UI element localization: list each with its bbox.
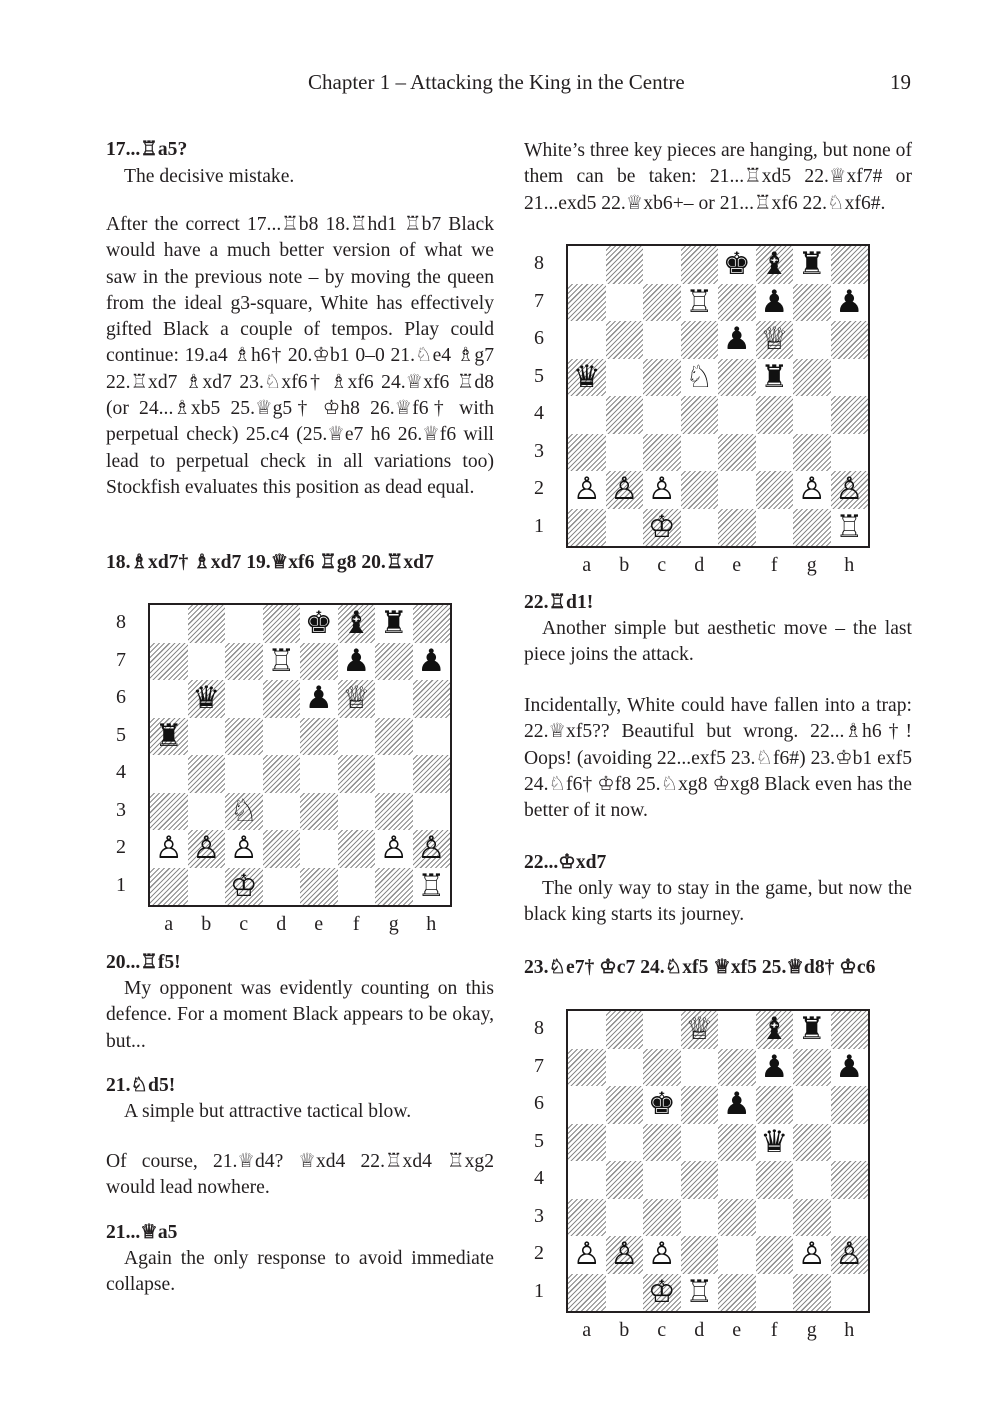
light-square — [300, 755, 338, 793]
light-square — [225, 755, 263, 793]
rank-label: 3 — [116, 798, 126, 821]
black-bishop-icon: ♝ — [760, 1011, 789, 1047]
black-rook-icon: ♜ — [154, 717, 183, 754]
light-square — [681, 1124, 719, 1162]
dark-square — [263, 755, 301, 793]
dark-square — [150, 643, 188, 681]
dark-square — [568, 1199, 606, 1237]
white-king-icon: ♔ — [647, 508, 676, 545]
file-label: e — [732, 554, 742, 576]
black-king-icon: ♚ — [722, 246, 751, 282]
dark-square — [718, 1049, 756, 1087]
dark-square — [681, 321, 719, 359]
dark-square — [568, 1274, 606, 1312]
file-label: g — [806, 554, 817, 576]
light-square — [375, 755, 413, 793]
dark-square — [756, 1161, 794, 1199]
black-rook-icon: ♜ — [760, 358, 789, 395]
black-pawn-icon: ♟ — [342, 642, 371, 679]
light-square — [606, 434, 644, 472]
rank-label: 1 — [116, 873, 126, 896]
move-heading: 20...♖f5! — [106, 952, 181, 973]
light-square — [831, 1274, 869, 1312]
rank-label: 5 — [116, 723, 126, 746]
file-label: e — [732, 1319, 742, 1341]
light-square — [681, 434, 719, 472]
file-label: d — [694, 554, 705, 576]
dark-square — [793, 359, 831, 397]
dark-square — [831, 246, 869, 284]
file-label: a — [164, 913, 174, 935]
black-king-icon: ♚ — [304, 605, 333, 641]
move-heading: 17...♖a5? — [106, 139, 188, 160]
dark-square — [756, 471, 794, 509]
white-queen-icon: ♕ — [760, 321, 789, 357]
dark-square — [831, 321, 869, 359]
dark-square — [300, 718, 338, 756]
white-pawn-icon: ♙ — [797, 1236, 826, 1272]
dark-square — [756, 1236, 794, 1274]
black-pawn-icon: ♟ — [760, 1048, 789, 1085]
light-square — [793, 1086, 831, 1124]
rank-label: 7 — [534, 289, 544, 312]
dark-square — [643, 1124, 681, 1162]
rank-label: 4 — [534, 1167, 544, 1189]
light-square — [643, 1161, 681, 1199]
move-heading: 18.♗xd7† ♗xd7 19.♕xf6 ♖g8 20.♖xd7 — [106, 552, 434, 573]
light-square — [568, 1011, 606, 1049]
dark-square — [568, 1049, 606, 1087]
dark-square — [718, 1199, 756, 1237]
dark-square — [643, 434, 681, 472]
move-heading: 21...♕a5 — [106, 1222, 178, 1243]
light-square — [150, 605, 188, 643]
light-square — [718, 1236, 756, 1274]
black-bishop-icon: ♝ — [342, 605, 371, 641]
light-square — [606, 509, 644, 547]
dark-square — [681, 246, 719, 284]
light-square — [150, 755, 188, 793]
light-square — [188, 868, 226, 906]
white-rook-icon: ♖ — [685, 1273, 714, 1310]
file-label: h — [844, 554, 855, 576]
file-label: e — [314, 913, 324, 935]
light-square — [718, 396, 756, 434]
dark-square — [831, 1161, 869, 1199]
light-square — [263, 793, 301, 831]
white-pawn-icon: ♙ — [572, 471, 601, 507]
dark-square — [643, 359, 681, 397]
dark-square — [718, 434, 756, 472]
rank-label: 7 — [534, 1054, 544, 1077]
white-rook-icon: ♖ — [267, 642, 296, 679]
dark-square — [188, 605, 226, 643]
file-label: c — [657, 1319, 667, 1341]
dark-square — [606, 246, 644, 284]
dark-square — [793, 509, 831, 547]
chess-board — [148, 603, 452, 907]
light-square — [606, 1124, 644, 1162]
dark-square — [375, 718, 413, 756]
dark-square — [681, 471, 719, 509]
dark-square — [606, 321, 644, 359]
dark-square — [606, 1086, 644, 1124]
paragraph: A simple but attractive tactical blow. — [124, 1101, 412, 1122]
dark-square — [718, 284, 756, 322]
dark-square — [831, 396, 869, 434]
light-square — [831, 1124, 869, 1162]
dark-square — [793, 1049, 831, 1087]
white-pawn-icon: ♙ — [154, 830, 183, 866]
white-king-icon: ♔ — [229, 867, 258, 904]
dark-square — [681, 1086, 719, 1124]
black-king-icon: ♚ — [647, 1086, 676, 1122]
light-square — [681, 509, 719, 547]
dark-square — [793, 284, 831, 322]
white-pawn-icon: ♙ — [647, 471, 676, 507]
black-pawn-icon: ♟ — [835, 1048, 864, 1085]
light-square — [756, 1274, 794, 1312]
white-pawn-icon: ♙ — [610, 471, 639, 507]
light-square — [643, 246, 681, 284]
light-square — [225, 605, 263, 643]
white-pawn-icon: ♙ — [379, 830, 408, 866]
dark-square — [756, 1086, 794, 1124]
dark-square — [793, 1274, 831, 1312]
white-pawn-icon: ♙ — [797, 471, 826, 507]
rank-label: 1 — [534, 514, 544, 537]
file-label: c — [239, 913, 249, 935]
light-square — [188, 793, 226, 831]
light-square — [793, 1161, 831, 1199]
dark-square — [831, 1086, 869, 1124]
light-square — [413, 793, 451, 831]
rank-label: 8 — [534, 252, 544, 274]
white-queen-icon: ♕ — [685, 1011, 714, 1047]
white-knight-icon: ♘ — [229, 792, 258, 829]
paragraph: The decisive mistake. — [124, 166, 295, 187]
rank-label: 3 — [534, 439, 544, 462]
black-rook-icon: ♜ — [797, 1011, 826, 1047]
light-square — [225, 680, 263, 718]
rank-label: 2 — [534, 477, 544, 499]
white-king-icon: ♔ — [647, 1273, 676, 1310]
light-square — [793, 321, 831, 359]
light-square — [681, 1199, 719, 1237]
light-square — [338, 793, 376, 831]
black-pawn-icon: ♟ — [835, 283, 864, 320]
rank-label: 5 — [534, 1129, 544, 1152]
dark-square — [413, 680, 451, 718]
rank-label: 6 — [116, 686, 126, 708]
light-square — [338, 868, 376, 906]
paragraph: Incidentally, White could have fallen into a trap: 22.♕xf5?? Beautiful but wrong. 22...♗h6†! Oops! (avoiding 22...exf5 23.♘f6#) 23.♔b1 exf5 24.♘f6† ♔f8 25.♘xg8 ♔xg8 Black even has the better of it now. — [524, 695, 912, 822]
black-pawn-icon: ♟ — [304, 680, 333, 716]
dark-square — [681, 1161, 719, 1199]
page-number: 19 — [890, 70, 911, 94]
light-square — [606, 1199, 644, 1237]
rank-label: 2 — [534, 1242, 544, 1264]
dark-square — [718, 1124, 756, 1162]
dark-square — [606, 396, 644, 434]
light-square — [793, 396, 831, 434]
file-label: h — [844, 1319, 855, 1341]
rank-label: 4 — [116, 761, 126, 783]
white-pawn-icon: ♙ — [229, 830, 258, 866]
light-square — [263, 868, 301, 906]
dark-square — [413, 605, 451, 643]
dark-square — [568, 509, 606, 547]
light-square — [568, 321, 606, 359]
dark-square — [756, 396, 794, 434]
light-square — [606, 284, 644, 322]
light-square — [831, 359, 869, 397]
white-pawn-icon: ♙ — [610, 1236, 639, 1272]
light-square — [568, 396, 606, 434]
dark-square — [606, 1011, 644, 1049]
light-square — [568, 1161, 606, 1199]
light-square — [756, 509, 794, 547]
file-label: h — [426, 913, 437, 935]
rank-label: 3 — [534, 1204, 544, 1227]
light-square — [606, 359, 644, 397]
dark-square — [718, 509, 756, 547]
black-queen-icon: ♛ — [572, 358, 601, 395]
light-square — [643, 396, 681, 434]
light-square — [643, 1011, 681, 1049]
file-label: a — [582, 1319, 592, 1341]
dark-square — [643, 1049, 681, 1087]
black-pawn-icon: ♟ — [417, 642, 446, 679]
chess-diagram — [106, 603, 466, 953]
file-label: d — [276, 913, 287, 935]
light-square — [300, 830, 338, 868]
move-heading: 22...♔xd7 — [524, 852, 607, 873]
chess-diagram — [524, 244, 884, 594]
paragraph: White’s three key pieces are hanging, but none of them can be taken: 21...♖xd5 22.♕xf7# or 21...exd5 22.♕xb6+– or 21...♖xf6 22.♘xf6#. — [524, 140, 912, 214]
dark-square — [568, 1124, 606, 1162]
dark-square — [375, 868, 413, 906]
chess-board — [566, 1009, 870, 1313]
dark-square — [681, 396, 719, 434]
rank-label: 4 — [534, 402, 544, 424]
dark-square — [606, 1161, 644, 1199]
dark-square — [263, 680, 301, 718]
black-pawn-icon: ♟ — [760, 283, 789, 320]
light-square — [375, 680, 413, 718]
white-pawn-icon: ♙ — [835, 471, 864, 507]
white-rook-icon: ♖ — [417, 867, 446, 904]
rank-label: 6 — [534, 1092, 544, 1114]
light-square — [263, 718, 301, 756]
dark-square — [643, 284, 681, 322]
paragraph: Again the only response to avoid immediate collapse. — [106, 1248, 494, 1296]
white-rook-icon: ♖ — [685, 283, 714, 320]
rank-label: 8 — [534, 1017, 544, 1039]
rank-label: 8 — [116, 611, 126, 633]
light-square — [718, 1011, 756, 1049]
move-heading: 22.♖d1! — [524, 592, 594, 613]
dark-square — [643, 1199, 681, 1237]
move-heading: 21.♘d5! — [106, 1075, 176, 1096]
chess-board — [566, 244, 870, 548]
dark-square — [718, 1274, 756, 1312]
rank-label: 2 — [116, 836, 126, 858]
move-heading: 23.♘e7† ♔c7 24.♘xf5 ♕xf5 25.♕d8† ♔c6 — [524, 957, 876, 978]
black-rook-icon: ♜ — [797, 246, 826, 282]
white-knight-icon: ♘ — [685, 358, 714, 395]
dark-square — [375, 643, 413, 681]
dark-square — [338, 830, 376, 868]
black-pawn-icon: ♟ — [722, 1086, 751, 1122]
light-square — [338, 718, 376, 756]
file-label: g — [806, 1319, 817, 1341]
file-label: f — [352, 913, 360, 935]
chapter-title: Chapter 1 – Attacking the King in the Centre — [308, 70, 685, 94]
black-pawn-icon: ♟ — [722, 321, 751, 357]
light-square — [756, 1199, 794, 1237]
dark-square — [300, 643, 338, 681]
rank-label: 7 — [116, 648, 126, 671]
light-square — [643, 321, 681, 359]
file-label: c — [657, 554, 667, 576]
paragraph: The only way to stay in the game, but now the black king starts its journey. — [524, 878, 912, 926]
light-square — [831, 434, 869, 472]
white-pawn-icon: ♙ — [647, 1236, 676, 1272]
dark-square — [681, 1236, 719, 1274]
white-pawn-icon: ♙ — [572, 1236, 601, 1272]
white-pawn-icon: ♙ — [192, 830, 221, 866]
dark-square — [225, 718, 263, 756]
light-square — [606, 1049, 644, 1087]
dark-square — [793, 434, 831, 472]
dark-square — [831, 1011, 869, 1049]
light-square — [188, 643, 226, 681]
light-square — [413, 718, 451, 756]
file-label: a — [582, 554, 592, 576]
black-rook-icon: ♜ — [379, 605, 408, 641]
file-label: b — [201, 913, 212, 935]
dark-square — [263, 830, 301, 868]
light-square — [718, 1161, 756, 1199]
paragraph: My opponent was evidently counting on this defence. For a moment Black appears to be okay, but... — [106, 978, 494, 1052]
light-square — [681, 1049, 719, 1087]
dark-square — [300, 793, 338, 831]
dark-square — [150, 868, 188, 906]
running-header — [0, 70, 1000, 100]
chess-diagram — [524, 1009, 884, 1359]
light-square — [756, 434, 794, 472]
dark-square — [188, 755, 226, 793]
dark-square — [718, 359, 756, 397]
black-queen-icon: ♛ — [192, 680, 221, 716]
dark-square — [568, 284, 606, 322]
paragraph: Of course, 21.♕d4? ♕xd4 22.♖xd4 ♖xg2 would lead nowhere. — [106, 1151, 494, 1199]
dark-square — [375, 793, 413, 831]
white-rook-icon: ♖ — [835, 508, 864, 545]
light-square — [568, 246, 606, 284]
file-label: f — [770, 1319, 778, 1341]
light-square — [718, 471, 756, 509]
paragraph: After the correct 17...♖b8 18.♖hd1 ♖b7 Black would have a much better version of what we saw in the previous note – by moving the queen from the ideal g3-square, White has effectively gifted Black a couple of tempos. Play could continue: 19.a4 ♗h6† 20.♔b1 0–0 21.♘e4 ♗g7 22.♖xd7 ♗xd7 23.♘xf6† ♗xf6 24.♕xf6 ♖d8 (or 24...♗xb5 25.♕g5† ♔h8 26.♕f6† with perpetual check) 25.c4 (25.♕e7 h6 26.♕f6 will lead to perpetual check in all variations too) Stockfish evaluates this position as dead equal. — [106, 214, 494, 498]
paragraph: Another simple but aesthetic move – the last piece joins the attack. — [524, 618, 912, 666]
black-bishop-icon: ♝ — [760, 246, 789, 282]
dark-square — [225, 643, 263, 681]
rank-label: 6 — [534, 327, 544, 349]
dark-square — [338, 755, 376, 793]
light-square — [150, 680, 188, 718]
white-queen-icon: ♕ — [342, 680, 371, 716]
black-queen-icon: ♛ — [760, 1123, 789, 1160]
light-square — [188, 718, 226, 756]
dark-square — [568, 434, 606, 472]
file-label: b — [619, 1319, 630, 1341]
dark-square — [793, 1124, 831, 1162]
white-pawn-icon: ♙ — [417, 830, 446, 866]
file-label: f — [770, 554, 778, 576]
dark-square — [300, 868, 338, 906]
file-label: g — [388, 913, 399, 935]
rank-label: 1 — [534, 1279, 544, 1302]
dark-square — [263, 605, 301, 643]
light-square — [568, 1086, 606, 1124]
rank-label: 5 — [534, 364, 544, 387]
light-square — [831, 1199, 869, 1237]
white-pawn-icon: ♙ — [835, 1236, 864, 1272]
light-square — [606, 1274, 644, 1312]
dark-square — [793, 1199, 831, 1237]
dark-square — [413, 755, 451, 793]
file-label: d — [694, 1319, 705, 1341]
dark-square — [150, 793, 188, 831]
file-label: b — [619, 554, 630, 576]
